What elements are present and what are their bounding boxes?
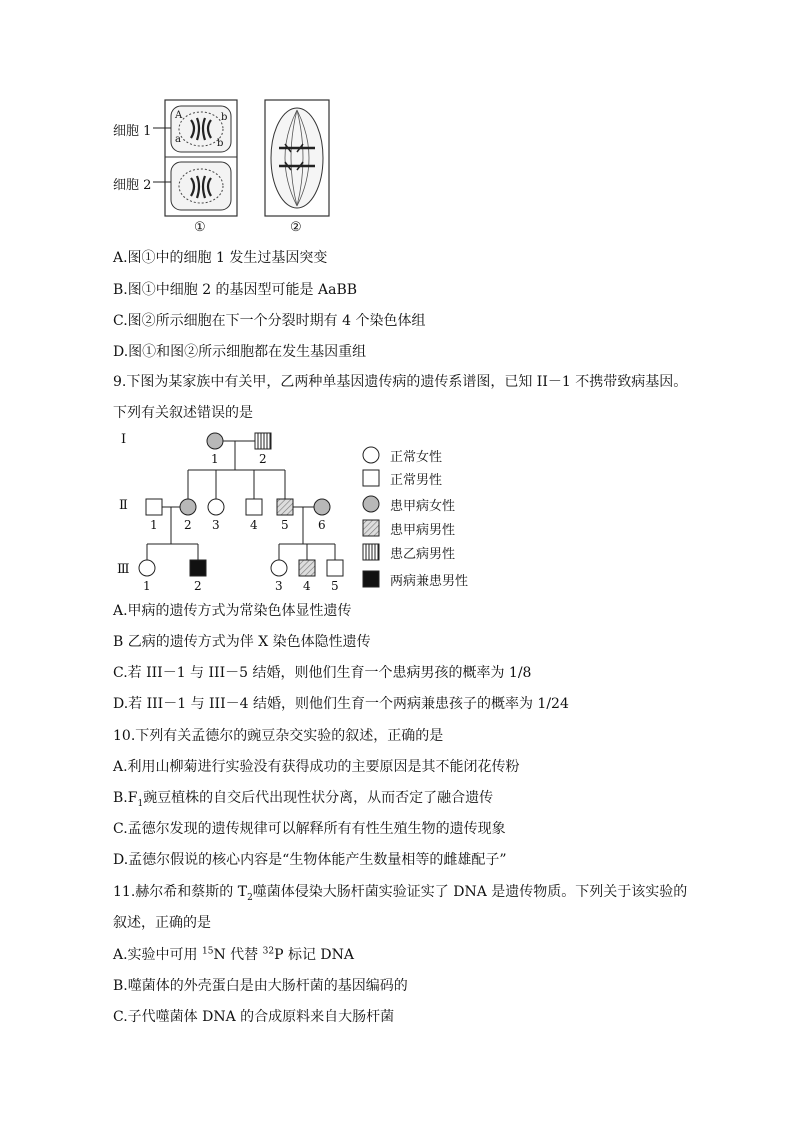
q11-stem-subscript: 2	[247, 892, 253, 903]
q11-option-a-mid: N 代替	[213, 947, 263, 963]
pedigree-chart	[113, 428, 353, 598]
gen-III-label: Ⅲ	[117, 562, 130, 577]
num-III4: 4	[303, 579, 311, 593]
num-III2: 2	[194, 579, 202, 593]
q9-option-a: A.甲病的遗传方式为常染色体显性遗传	[113, 603, 352, 619]
legend-jia-male	[362, 518, 455, 538]
q9-stem-line1: 9.下图为某家族中有关甲，乙两种单基因遗传病的遗传系谱图，已知 II－1 不携带致病基因。	[113, 374, 688, 390]
legend-both-male	[362, 569, 468, 589]
panel2-label: ②	[290, 220, 302, 235]
q11-option-b: B.噬菌体的外壳蛋白是由大肠杆菌的基因编码的	[113, 978, 408, 994]
q11-option-a	[113, 946, 354, 964]
cell1-label: 细胞 1	[113, 124, 152, 139]
both-male-symbol	[362, 570, 380, 588]
q10-option-b-prefix: B.F	[113, 790, 138, 806]
legend-jia-female-label: 患甲病女性	[390, 498, 456, 514]
gene-A-label: A	[175, 110, 183, 121]
legend-normal-female	[362, 445, 442, 465]
q8-option-c: C.图②所示细胞在下一个分裂时期有 4 个染色体组	[113, 313, 426, 329]
pedigree-drawing	[113, 428, 353, 598]
cell-figure	[113, 98, 343, 238]
q10-option-b	[113, 789, 493, 807]
q10-option-b-rest: 豌豆植株的自交后代出现性状分离，从而否定了融合遗传	[143, 790, 494, 806]
q10-option-d: D.孟德尔假说的核心内容是“生物体能产生数量相等的雌雄配子”	[113, 852, 507, 868]
num-III3: 3	[275, 579, 283, 593]
q10-option-c: C.孟德尔发现的遗传规律可以解释所有有性生殖生物的遗传现象	[113, 821, 506, 837]
gen-II-label: Ⅱ	[119, 498, 128, 513]
num-II4: 4	[250, 518, 258, 532]
legend-yi-male-label: 患乙病男性	[390, 546, 456, 562]
q11-option-a-rest: P 标记 DNA	[274, 947, 354, 963]
num-II1: 1	[150, 518, 158, 532]
q10-stem: 10.下列有关孟德尔的豌豆杂交实验的叙述，正确的是	[113, 728, 444, 744]
legend-normal-female-label: 正常女性	[390, 449, 443, 465]
q11-stem-rest: 噬菌体侵染大肠杆菌实验证实了 DNA 是遗传物质。下列关于该实验的	[252, 884, 688, 900]
panel1-label: ①	[194, 220, 206, 235]
gene-b1-label: b	[221, 112, 228, 123]
num-III1: 1	[143, 579, 151, 593]
q8-option-d: D.图①和图②所示细胞都在发生基因重组	[113, 344, 367, 360]
q10-option-a: A.利用山柳菊进行实验没有获得成功的主要原因是其不能闭花传粉	[113, 759, 520, 775]
legend-yi-male	[362, 542, 455, 562]
num-III5: 5	[331, 579, 339, 593]
num-II5: 5	[281, 518, 289, 532]
num-I1: 1	[211, 452, 219, 466]
legend-normal-male-label: 正常男性	[390, 472, 443, 488]
q9-option-c: C.若 III－1 与 III－5 结婚，则他们生育一个患病男孩的概率为 1/8	[113, 665, 532, 681]
gene-b2-label: b	[217, 138, 224, 149]
q11-stem-line1	[113, 883, 687, 901]
gene-a-label: a	[175, 134, 181, 145]
q10-option-b-subscript: 1	[137, 798, 144, 809]
gen-I-label: I	[121, 432, 127, 447]
q8-option-b: B.图①中细胞 2 的基因型可能是 AaBB	[113, 282, 358, 298]
q11-stem-line2: 叙述，正确的是	[113, 915, 211, 931]
normal-male-symbol	[362, 469, 380, 487]
num-II2: 2	[184, 518, 192, 532]
q8-option-a: A.图①中的细胞 1 发生过基因突变	[113, 250, 328, 266]
q9-stem-line2: 下列有关叙述错误的是	[113, 405, 253, 421]
q9-option-b: B 乙病的遗传方式为伴 X 染色体隐性遗传	[113, 634, 371, 650]
q11-option-a-sup2: 32	[262, 946, 275, 957]
jia-male-symbol	[362, 519, 380, 537]
yi-male-symbol	[362, 543, 380, 561]
q9-option-d: D.若 III－1 与 III－4 结婚，则他们生育一个两病兼患孩子的概率为 1/24	[113, 696, 569, 712]
num-II3: 3	[212, 518, 220, 532]
cell-figure-drawing	[113, 98, 343, 238]
q11-option-c: C.子代噬菌体 DNA 的合成原料来自大肠杆菌	[113, 1009, 395, 1025]
normal-female-symbol	[362, 446, 380, 464]
q11-option-a-sup1: 15	[202, 946, 214, 957]
legend-jia-female	[362, 494, 455, 514]
cell2-label: 细胞 2	[113, 178, 152, 193]
q11-option-a-prefix: A.实验中可用	[113, 947, 203, 963]
num-I2: 2	[259, 452, 267, 466]
num-II6: 6	[318, 518, 326, 532]
legend-jia-male-label: 患甲病男性	[390, 522, 456, 538]
q11-stem-prefix: 11.赫尔希和蔡斯的 T	[113, 884, 248, 900]
jia-female-symbol	[362, 495, 380, 513]
legend-both-male-label: 两病兼患男性	[390, 573, 469, 589]
legend-normal-male	[362, 468, 442, 488]
